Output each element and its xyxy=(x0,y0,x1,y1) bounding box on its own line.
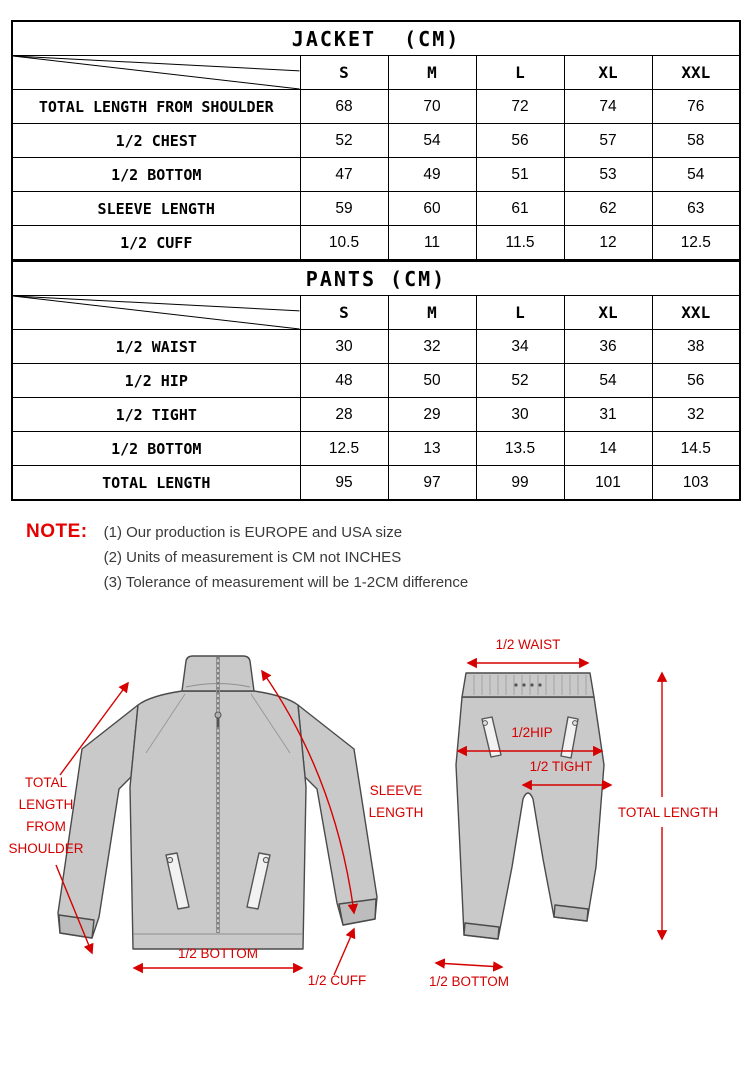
size-value-cell: 50 xyxy=(388,364,476,398)
measurement-row-label: 1/2 CHEST xyxy=(12,124,300,158)
pants-tight-label: 1/2 TIGHT xyxy=(529,759,593,774)
pants-table-title: PANTS (CM) xyxy=(12,261,740,296)
diagonal-header-cell xyxy=(12,296,300,330)
size-value-cell: 36 xyxy=(564,330,652,364)
note-item: (1) Our production is EUROPE and USA size xyxy=(103,524,403,541)
size-column-header: XXL xyxy=(652,296,740,330)
size-value-cell: 38 xyxy=(652,330,740,364)
size-value-cell: 48 xyxy=(300,364,388,398)
size-value-cell: 56 xyxy=(476,124,564,158)
size-table-row xyxy=(12,398,740,432)
size-value-cell: 28 xyxy=(300,398,388,432)
size-value-cell: 76 xyxy=(652,90,740,124)
size-table-row xyxy=(12,226,740,261)
size-table-row xyxy=(12,330,740,364)
size-table-row xyxy=(12,466,740,501)
size-value-cell: 13 xyxy=(388,432,476,466)
jacket-right-sleeve xyxy=(298,705,377,925)
jacket-size-table xyxy=(11,20,741,261)
jacket-size-header-row xyxy=(12,56,740,90)
size-column-header: S xyxy=(300,56,388,90)
measurement-diagram xyxy=(0,627,750,1027)
size-value-cell: 29 xyxy=(388,398,476,432)
measurement-diagram-section xyxy=(0,627,750,1027)
size-column-header: L xyxy=(476,56,564,90)
size-value-cell: 13.5 xyxy=(476,432,564,466)
size-value-cell: 52 xyxy=(300,124,388,158)
size-value-cell: 47 xyxy=(300,158,388,192)
size-value-cell: 103 xyxy=(652,466,740,501)
size-value-cell: 56 xyxy=(652,364,740,398)
note-label: NOTE: xyxy=(26,521,88,542)
jacket-sleeve-length-label: SLEEVE xyxy=(369,783,423,798)
pants-size-header-row xyxy=(12,296,740,330)
size-value-cell: 59 xyxy=(300,192,388,226)
note-items xyxy=(104,519,469,595)
size-value-cell: 12.5 xyxy=(652,226,740,261)
jacket-total-length-label: FROM xyxy=(26,819,66,834)
size-value-cell: 74 xyxy=(564,90,652,124)
size-value-cell: 54 xyxy=(564,364,652,398)
note-section xyxy=(26,519,750,595)
size-value-cell: 62 xyxy=(564,192,652,226)
pants-illustration xyxy=(456,673,604,939)
size-column-header: S xyxy=(300,296,388,330)
size-value-cell: 49 xyxy=(388,158,476,192)
size-column-header: XL xyxy=(564,56,652,90)
size-value-cell: 54 xyxy=(652,158,740,192)
jacket-total-length-label: TOTAL xyxy=(24,775,68,790)
size-value-cell: 60 xyxy=(388,192,476,226)
jacket-title-row xyxy=(12,21,740,56)
size-table-row xyxy=(12,432,740,466)
zipper-pull-icon xyxy=(215,712,221,718)
size-value-cell: 52 xyxy=(476,364,564,398)
measurement-row-label: 1/2 BOTTOM xyxy=(12,158,300,192)
measurement-row-label: TOTAL LENGTH xyxy=(12,466,300,501)
size-value-cell: 57 xyxy=(564,124,652,158)
size-value-cell: 32 xyxy=(388,330,476,364)
jacket-right-cuff xyxy=(339,899,376,925)
pants-size-table xyxy=(11,260,741,501)
size-value-cell: 14 xyxy=(564,432,652,466)
measurement-row-label: 1/2 HIP xyxy=(12,364,300,398)
jacket-cuff-leader-arrow xyxy=(334,929,354,975)
diagonal-lines-icon xyxy=(13,56,300,89)
diagonal-lines-icon xyxy=(13,296,300,329)
size-value-cell: 10.5 xyxy=(300,226,388,261)
jacket-sleeve-length-label: LENGTH xyxy=(368,805,424,820)
jacket-bottom-label: 1/2 BOTTOM xyxy=(177,946,259,961)
note-item: (2) Units of measurement is CM not INCHES xyxy=(103,549,402,566)
measurement-row-label: 1/2 BOTTOM xyxy=(12,432,300,466)
size-column-header: XXL xyxy=(652,56,740,90)
jacket-left-sleeve xyxy=(58,705,138,938)
pants-total-length-label: TOTAL LENGTH xyxy=(617,805,719,820)
note-item: (3) Tolerance of measurement will be 1-2CM difference xyxy=(103,574,469,591)
jacket-cuff-label: 1/2 CUFF xyxy=(307,973,367,988)
pants-waist-label: 1/2 WAIST xyxy=(495,637,561,652)
size-value-cell: 101 xyxy=(564,466,652,501)
size-value-cell: 12 xyxy=(564,226,652,261)
size-value-cell: 58 xyxy=(652,124,740,158)
size-value-cell: 68 xyxy=(300,90,388,124)
measurement-row-label: SLEEVE LENGTH xyxy=(12,192,300,226)
size-value-cell: 72 xyxy=(476,90,564,124)
size-value-cell: 99 xyxy=(476,466,564,501)
size-value-cell: 30 xyxy=(300,330,388,364)
size-value-cell: 51 xyxy=(476,158,564,192)
jacket-total-length-label: SHOULDER xyxy=(8,841,84,856)
size-column-header: M xyxy=(388,56,476,90)
size-column-header: XL xyxy=(564,296,652,330)
size-value-cell: 61 xyxy=(476,192,564,226)
pants-title-row xyxy=(12,261,740,296)
size-value-cell: 11.5 xyxy=(476,226,564,261)
size-value-cell: 34 xyxy=(476,330,564,364)
pants-bottom-label: 1/2 BOTTOM xyxy=(428,974,510,989)
size-tables-section xyxy=(0,0,750,501)
pants-bottom-arrow xyxy=(436,963,502,967)
size-value-cell: 97 xyxy=(388,466,476,501)
pants-hip-label: 1/2HIP xyxy=(511,725,553,740)
size-value-cell: 12.5 xyxy=(300,432,388,466)
size-value-cell: 11 xyxy=(388,226,476,261)
jacket-total-length-label: LENGTH xyxy=(18,797,74,812)
size-value-cell: 30 xyxy=(476,398,564,432)
size-table-row xyxy=(12,124,740,158)
measurement-row-label: 1/2 WAIST xyxy=(12,330,300,364)
size-table-row xyxy=(12,90,740,124)
size-value-cell: 95 xyxy=(300,466,388,501)
measurement-row-label: TOTAL LENGTH FROM SHOULDER xyxy=(12,90,300,124)
size-value-cell: 14.5 xyxy=(652,432,740,466)
size-column-header: L xyxy=(476,296,564,330)
size-column-header: M xyxy=(388,296,476,330)
size-value-cell: 31 xyxy=(564,398,652,432)
size-table-row xyxy=(12,158,740,192)
jacket-table-title: JACKET (CM) xyxy=(12,21,740,56)
jacket-body xyxy=(130,691,306,949)
size-value-cell: 70 xyxy=(388,90,476,124)
measurement-row-label: 1/2 TIGHT xyxy=(12,398,300,432)
size-value-cell: 54 xyxy=(388,124,476,158)
size-table-row xyxy=(12,364,740,398)
diagonal-header-cell xyxy=(12,56,300,90)
measurement-row-label: 1/2 CUFF xyxy=(12,226,300,261)
size-value-cell: 63 xyxy=(652,192,740,226)
size-table-row xyxy=(12,192,740,226)
size-value-cell: 32 xyxy=(652,398,740,432)
size-value-cell: 53 xyxy=(564,158,652,192)
